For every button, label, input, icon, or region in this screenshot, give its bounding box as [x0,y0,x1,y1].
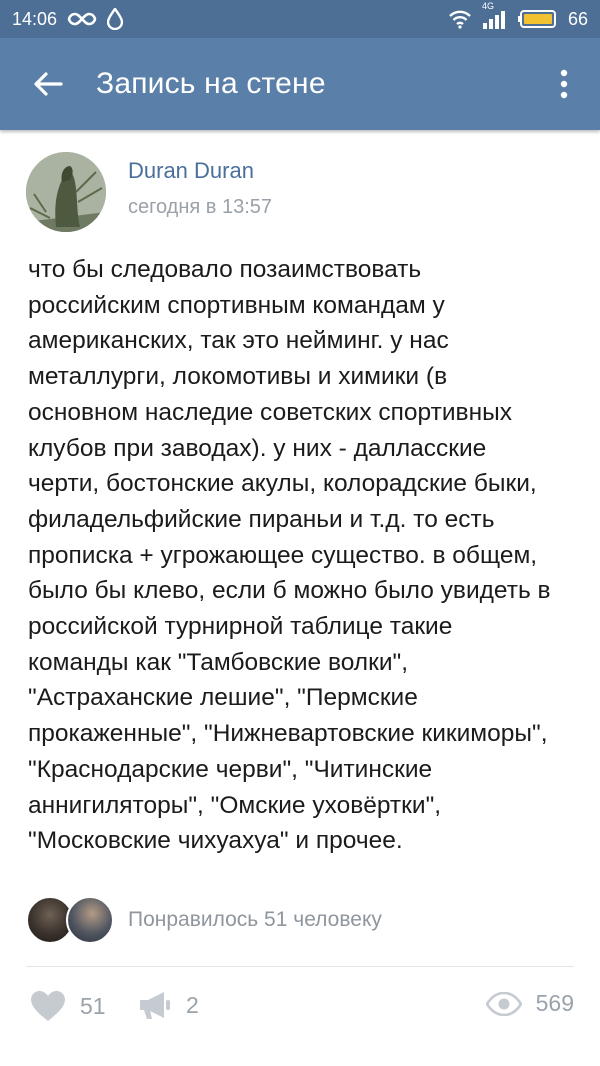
battery-icon [518,9,558,29]
views-counter [486,990,574,1017]
post-timestamp: сегодня в 13:57 [128,196,272,218]
arrow-left-icon [33,71,63,97]
app-bar [0,38,600,130]
status-bar [0,0,600,38]
battery-level: 66 [567,8,588,29]
view-count: 569 [535,990,574,1016]
liker-avatar [66,896,114,944]
like-button[interactable] [30,990,106,1022]
author-name-link[interactable]: Duran Duran [128,158,254,183]
network-type: 4G [481,1,494,11]
back-button[interactable] [0,38,96,130]
heart-icon [30,990,66,1022]
share-button[interactable] [138,990,199,1020]
post-actions [0,990,600,1040]
infinity-icon [67,11,97,27]
status-time: 14:06 [12,8,58,29]
author-avatar[interactable] [26,152,106,232]
more-menu-button[interactable] [528,38,600,130]
like-count: 51 [80,992,106,1019]
share-count: 2 [186,991,199,1018]
signal-icon [481,1,508,29]
likes-count-text: Понравилось 51 человеку [128,908,382,931]
post-header [26,152,272,232]
likes-summary[interactable] [26,896,382,944]
drop-icon [107,8,123,30]
divider [26,966,574,967]
eye-icon [486,992,522,1016]
more-vertical-icon [560,69,568,99]
avatar-image [26,152,106,232]
page-title: Запись на стене [96,67,326,100]
megaphone-icon [138,990,172,1020]
wifi-icon [448,9,472,29]
post-body-text: что бы следовало позаимствовать российским спортивным командам у американских, так это нейминг. у нас металлурги, локомотивы и химики (в основном наследие советских спортивных клубов при заводах). у них - далласские черти, бостонские акулы, колорадские быки, филадельфийские пираньи и т.д. то есть прописка + угрожающее существо. в общем, было бы клево, если б можно было увидеть в российской турнирной таблице такие команды как "Тамбовские волки", "Астраханские лешие", "Пермские прокаженные", "Нижневартовские кикиморы", "Краснодарские черви", "Читинские аннигиляторы", "Омские уховёртки", "Московские чихуахуа" и прочее. [28,256,551,855]
